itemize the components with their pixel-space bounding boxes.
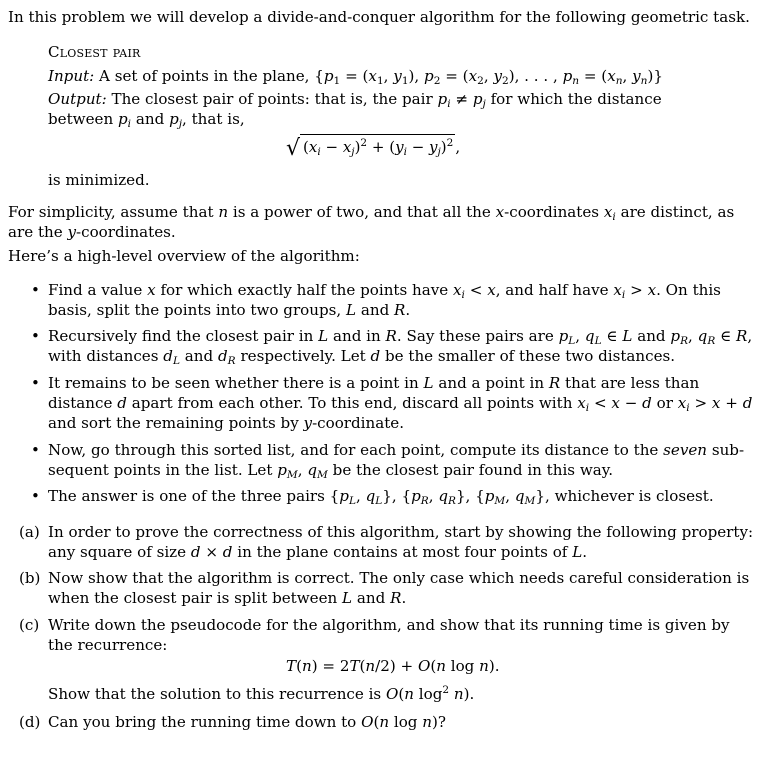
part-c-label: (c) [19,616,40,634]
bullet-dot: • [31,441,40,459]
overview-text: Here’s a high-level overview of the algorithm: [8,247,360,265]
part-c-line-2: the recurrence: [48,636,168,654]
bullet-4-line-2: sequent points in the list. Let $p_M$, $q_M$ be the closest pair found in this way. [48,461,614,481]
bullet-5-line-1: The answer is one of the three pairs {$p_L$, $q_L$}, {$p_R$, $q_R$}, {$p_M$, $q_M$}, whichever is closest. [48,487,714,507]
part-b-label: (b) [19,569,41,587]
recurrence-formula: T(n) = 2T(n/2) + O(n log n). [286,657,500,675]
bullet-dot: • [31,487,40,505]
bullet-2-line-1: Recursively find the closest pair in L and in R. Say these pairs are $p_L$, $q_L$ ∈ L and $p_R$, $q_R$ ∈ R, [48,327,753,347]
problem-output-line-2: between $p_i$ and $p_j$, that is, [48,110,245,130]
part-a-line-1: In order to prove the correctness of this algorithm, start by showing the following property: [48,523,754,541]
bullet-3-line-2: distance d apart from each other. To this end, discard all points with $x_i < x - d$ or $x_i > x + d$ [48,394,753,414]
part-b-line-1: Now show that the algorithm is correct. The only case which needs careful consideration is [48,569,750,587]
bullet-dot: • [31,374,40,392]
bullet-1-line-1: Find a value x for which exactly half the points have $x_i < x$, and half have $x_i > x$. On this [48,281,721,301]
part-a-line-2: any square of size d × d in the plane contains at most four points of L. [48,543,588,561]
problem-input-line: Input: A set of points in the plane, {$p_1 = (x_1$, $y_1$), $p_2 = (x_2$, $y_2$), . . . , $p_n = (x_n$, $y_n$)} [48,67,663,87]
part-c-line-3: Show that the solution to this recurrence is O(n $\log^2 n$). [48,684,475,703]
assume-line-1: For simplicity, assume that n is a power of two, and that all the x-coordinates $x_i$ are distinct, as [8,203,735,223]
bullet-2-line-2: with distances $d_L$ and $d_R$ respectively. Let d be the smaller of these two distances. [48,347,676,367]
bullet-3-line-3: and sort the remaining points by y-coordinate. [48,414,405,432]
part-d-label: (d) [19,713,41,731]
problem-output-line: Output: The closest pair of points: that is, the pair $p_i \ne p_j$ for which the distance [48,90,662,110]
bullet-1-line-2: basis, split the points into two groups, L and R. [48,301,411,319]
intro-text: In this problem we will develop a divide-and-conquer algorithm for the following geometric task. [8,8,750,26]
part-c-line-1: Write down the pseudocode for the algorithm, and show that its running time is given by [48,616,730,634]
bullet-4-line-1: Now, go through this sorted list, and for each point, compute its distance to the seven sub- [48,441,745,459]
distance-formula: √ $(x_i - x_j)^2 + (y_i - y_j)^2$ , [286,136,461,161]
bullet-3-line-1: It remains to be seen whether there is a point in L and a point in R that are less than [48,374,700,392]
part-d-line-1: Can you bring the running time down to O(n log n)? [48,713,446,731]
problem-title: Closest pair [48,43,141,61]
bullet-dot: • [31,327,40,345]
assume-line-2: are the y-coordinates. [8,223,176,241]
part-b-line-2: when the closest pair is split between L and R. [48,589,407,607]
minimized-text: is minimized. [48,171,150,189]
part-a-label: (a) [19,523,40,541]
bullet-dot: • [31,281,40,299]
